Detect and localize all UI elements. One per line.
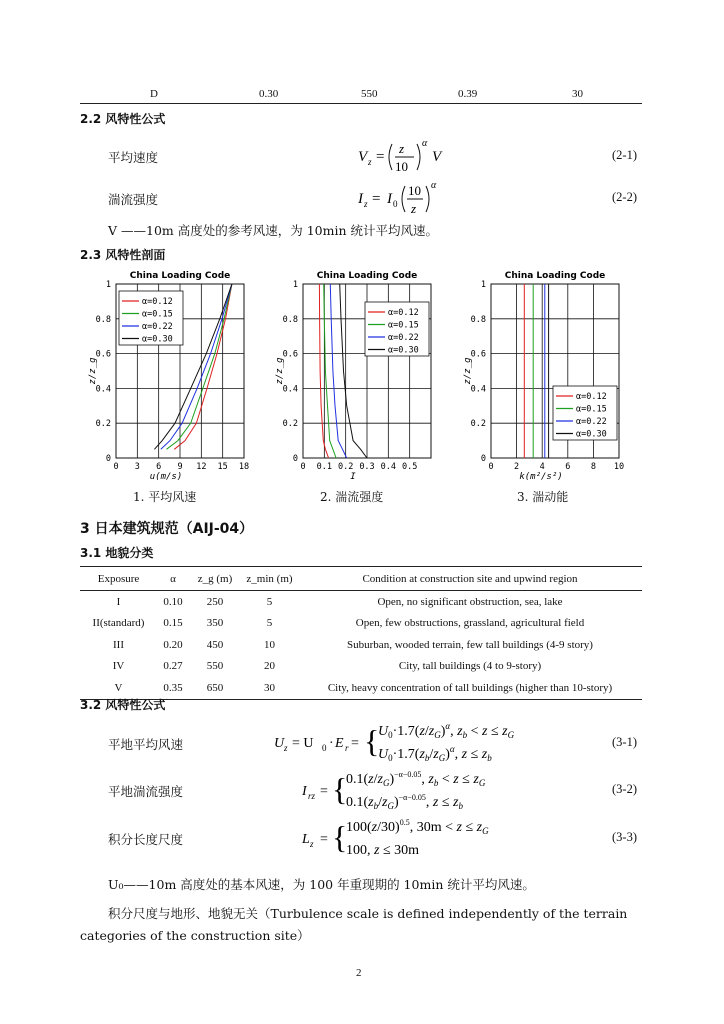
- cell: 0.10: [163, 595, 183, 608]
- svg-text:=: =: [320, 784, 328, 799]
- cell: Open, no significant obstruction, sea, lake: [377, 595, 563, 608]
- y-tick-label: 0.8: [95, 314, 111, 325]
- eq-3-1-number: (3-1): [612, 735, 637, 749]
- eq-3-2-formula: [300, 764, 530, 814]
- table-bottom-rule: [80, 103, 642, 104]
- section-2-2-title: 2.2 风特性公式: [80, 112, 166, 126]
- table-header-row: [80, 567, 642, 591]
- svg-text:0.1(z/zG)−α−0.05, zb < z ≤ zG: $0.1(z/z_G)^{-\alpha-0.05}$, $z_b < z \le z_G$: [346, 770, 486, 788]
- y-tick-label: 0.8: [282, 314, 298, 325]
- cell: 5: [266, 595, 273, 608]
- cell-value: 0.39: [458, 88, 478, 100]
- table-row: [80, 656, 642, 678]
- eq-3-3-number: (3-3): [612, 830, 637, 844]
- cell: City, tall buildings (4 to 9-story): [398, 660, 542, 673]
- table-row: [80, 634, 642, 656]
- chart-title: China Loading Code: [129, 271, 231, 281]
- chart-title: China Loading Code: [504, 271, 606, 281]
- y-tick-label: 0.4: [95, 384, 111, 395]
- cell-zmin: 30: [572, 88, 583, 100]
- legend-label: α=0.22: [388, 333, 419, 343]
- series-line: [340, 284, 367, 458]
- chart-turbulence-intensity: [272, 266, 450, 488]
- series-line: [324, 284, 336, 458]
- cell: I: [116, 595, 121, 608]
- x-tick-label: 0: [113, 462, 119, 472]
- chart-mean-velocity: [85, 266, 263, 488]
- x-tick-label: 0.5: [401, 462, 418, 472]
- svg-text:U: U: [274, 736, 285, 751]
- sec32-note: U₀——10m 高度处的基本风速，为 100 年重现期的 10min 统计平均风速。: [108, 877, 535, 892]
- y-tick-label: 0: [105, 454, 111, 464]
- legend-label: α=0.22: [576, 417, 607, 427]
- legend-label: α=0.30: [576, 429, 607, 440]
- svg-text:0: 0: [322, 743, 327, 753]
- x-tick-label: 8: [590, 462, 596, 472]
- legend-label: α=0.12: [388, 308, 419, 318]
- cell: 450: [206, 638, 224, 651]
- cell: 20: [264, 660, 275, 673]
- svg-text:100(z/30)0.5, 30m < z ≤ zG: $100(z/30)^{0.5}$, $30m < z \le z_G$: [346, 818, 489, 836]
- svg-text:= U: = U: [292, 736, 314, 751]
- y-tick-label: 0.2: [95, 419, 111, 430]
- svg-text:α: α: [431, 180, 437, 191]
- chart-turbulent-kinetic-energy: [460, 266, 638, 488]
- cell: 0.15: [163, 617, 183, 630]
- eq-3-3-formula: [300, 812, 530, 862]
- eq-3-3-label: 积分长度尺度: [108, 832, 184, 847]
- cell: 650: [189, 677, 241, 699]
- header-alpha: α: [157, 567, 189, 591]
- svg-text:=: =: [351, 736, 359, 751]
- cell: City, heavy concentration of tall buildings (higher than 10-story): [298, 677, 642, 699]
- x-axis-label: I: [350, 472, 356, 482]
- svg-text:I: I: [302, 784, 307, 799]
- header-exposure: Exposure: [80, 567, 157, 591]
- sec22-note: V ——10m 高度处的参考风速，为 10min 统计平均风速。: [108, 223, 438, 238]
- y-tick-label: 0.8: [470, 314, 486, 325]
- svg-text:α: α: [422, 138, 428, 149]
- cell: 250: [206, 595, 224, 608]
- legend-label: α=0.15: [142, 309, 173, 320]
- svg-text:rz: rz: [308, 791, 316, 801]
- cell: 0.35: [157, 677, 189, 699]
- caption-1: 1. 平均风速: [133, 490, 197, 504]
- cell: 10: [264, 638, 275, 651]
- caption-2: 2. 湍流强度: [320, 490, 384, 504]
- caption-3: 3. 湍动能: [517, 490, 569, 504]
- y-tick-label: 1: [292, 280, 298, 290]
- x-tick-label: 15: [217, 462, 228, 472]
- cell: II(standard): [92, 617, 145, 630]
- legend-label: α=0.12: [142, 297, 173, 307]
- legend-label: α=0.30: [142, 334, 173, 345]
- section-2-3-title: 2.3 风特性剖面: [80, 248, 166, 262]
- section-3-title: 3 日本建筑规范（AIJ-04）: [80, 521, 254, 537]
- svg-text:I: I: [387, 191, 392, 207]
- eq-3-2-label: 平地湍流强度: [108, 784, 184, 799]
- cell: 350: [206, 617, 224, 630]
- table-row: [80, 613, 642, 635]
- x-tick-label: 0.3: [359, 462, 375, 472]
- cell: 0.27: [163, 660, 183, 673]
- table-row: [80, 591, 642, 613]
- y-tick-label: 0.4: [470, 384, 486, 395]
- svg-text:=: =: [320, 832, 328, 847]
- y-tick-label: 0.4: [282, 384, 298, 395]
- sec32-paragraph: 积分尺度与地形、地貌无关（Turbulence scale is defined independently of the terrain categories of the construction site）: [80, 906, 628, 943]
- svg-text:U0·1.7(zb/zG)α, z ≤ zb: $U_0\cdot 1.7(z_b/z_G)^\alpha$, $z \le z_b$: [378, 744, 492, 763]
- y-axis-label: z/z_g: [275, 357, 285, 385]
- x-tick-label: 6: [565, 462, 571, 472]
- cell: 5: [266, 617, 273, 630]
- svg-text:0.1(zb/zG)−α−0.05, z ≤ zb: $0.1(z_b/z_G)^{-\alpha-0.05}$, $z \le z_b$: [346, 793, 463, 811]
- y-tick-label: 1: [105, 280, 111, 290]
- x-tick-label: 10: [613, 462, 625, 472]
- cell-alpha: 0.30: [259, 88, 279, 100]
- y-tick-label: 0: [292, 454, 298, 464]
- cell-zg: 550: [361, 88, 378, 100]
- x-axis-label: k(m²/s²): [519, 472, 563, 482]
- x-tick-label: 2: [514, 462, 520, 472]
- y-tick-label: 0.6: [282, 349, 298, 360]
- legend-label: α=0.15: [576, 404, 607, 415]
- svg-text:{: {: [364, 723, 380, 759]
- eq-2-2-number: (2-2): [612, 190, 637, 204]
- x-tick-label: 0.2: [337, 462, 354, 472]
- svg-text:z: z: [368, 157, 372, 167]
- page-number: 2: [356, 967, 362, 979]
- header-zmin: z_min (m): [241, 567, 298, 591]
- chart-title: China Loading Code: [316, 271, 418, 281]
- eq-2-2-label: 湍流强度: [108, 192, 159, 207]
- x-axis-label: u(m/s): [149, 472, 183, 482]
- x-tick-label: 12: [196, 462, 207, 472]
- svg-text:0: 0: [393, 199, 398, 209]
- x-tick-label: 18: [238, 462, 250, 472]
- y-tick-label: 0: [480, 454, 486, 464]
- legend-label: α=0.12: [576, 392, 607, 402]
- y-tick-label: 0.6: [470, 349, 486, 360]
- y-tick-label: 0.6: [95, 349, 111, 360]
- cell: 550: [206, 660, 224, 673]
- x-tick-label: 6: [156, 462, 162, 472]
- eq-3-2-number: (3-2): [612, 782, 637, 796]
- svg-text:I: I: [358, 191, 363, 207]
- header-zg: z_g (m): [189, 567, 241, 591]
- y-axis-label: z/z_g: [88, 357, 98, 385]
- y-tick-label: 0.2: [282, 419, 298, 430]
- exposure-table: [80, 566, 642, 700]
- cell: Open, few obstructions, grassland, agricultural field: [355, 617, 585, 630]
- svg-text:z: z: [284, 743, 288, 753]
- legend-label: α=0.30: [388, 345, 419, 356]
- series-line: [330, 284, 346, 458]
- y-tick-label: 0.2: [470, 419, 486, 430]
- y-axis-label: z/z_g: [463, 357, 473, 385]
- svg-text:E: E: [335, 736, 344, 751]
- eq-2-1-number: (2-1): [612, 148, 637, 162]
- svg-text:=: =: [372, 191, 381, 207]
- x-tick-label: 0.1: [316, 462, 333, 472]
- x-tick-label: 0.4: [380, 462, 397, 472]
- section-3-2-title: 3.2 风特性公式: [80, 698, 166, 712]
- y-tick-label: 1: [480, 280, 486, 290]
- legend-label: α=0.15: [388, 320, 419, 331]
- eq-2-2-formula: [356, 172, 456, 222]
- cell-category: D: [150, 88, 158, 100]
- svg-text:V: V: [358, 149, 368, 165]
- legend-label: α=0.22: [142, 322, 173, 332]
- svg-text:z: z: [411, 201, 417, 216]
- x-tick-label: 3: [134, 462, 140, 472]
- x-tick-label: 9: [177, 462, 183, 472]
- svg-text:r: r: [345, 743, 349, 753]
- svg-text:10: 10: [395, 159, 408, 174]
- svg-text:z: z: [364, 199, 368, 209]
- svg-text:·: ·: [329, 736, 334, 751]
- svg-text:10: 10: [408, 183, 421, 198]
- x-tick-label: 0: [488, 462, 494, 472]
- cell: IV: [112, 660, 125, 673]
- cell: 0.20: [163, 638, 183, 651]
- svg-text:{: {: [332, 819, 348, 855]
- svg-text:=: =: [376, 149, 385, 165]
- cell: V: [80, 677, 157, 699]
- svg-text:L: L: [302, 832, 310, 847]
- cell: III: [113, 638, 124, 651]
- x-tick-label: 0: [300, 462, 306, 472]
- svg-text:U0·1.7(z/zG)α, zb < z ≤ zG: $U_0\cdot 1.7(z/z_G)^\alpha$, $z_b < z \le z_G$: [378, 721, 515, 740]
- cell: Suburban, wooded terrain, few tall buildings (4-9 story): [347, 638, 593, 651]
- svg-text:{: {: [332, 771, 348, 807]
- eq-2-1-label: 平均速度: [108, 150, 159, 165]
- cell: 30: [241, 677, 298, 699]
- eq-3-1-label: 平地平均风速: [108, 737, 184, 752]
- header-condition: Condition at construction site and upwind region: [298, 567, 642, 591]
- svg-text:100, z ≤ 30m: 100, z ≤ 30m: [346, 843, 420, 858]
- svg-text:z: z: [310, 839, 314, 849]
- x-tick-label: 4: [539, 462, 545, 472]
- svg-text:V: V: [432, 149, 442, 165]
- eq-3-1-formula: [272, 716, 542, 766]
- svg-text:z: z: [399, 141, 405, 156]
- section-3-1-title: 3.1 地貌分类: [80, 546, 154, 560]
